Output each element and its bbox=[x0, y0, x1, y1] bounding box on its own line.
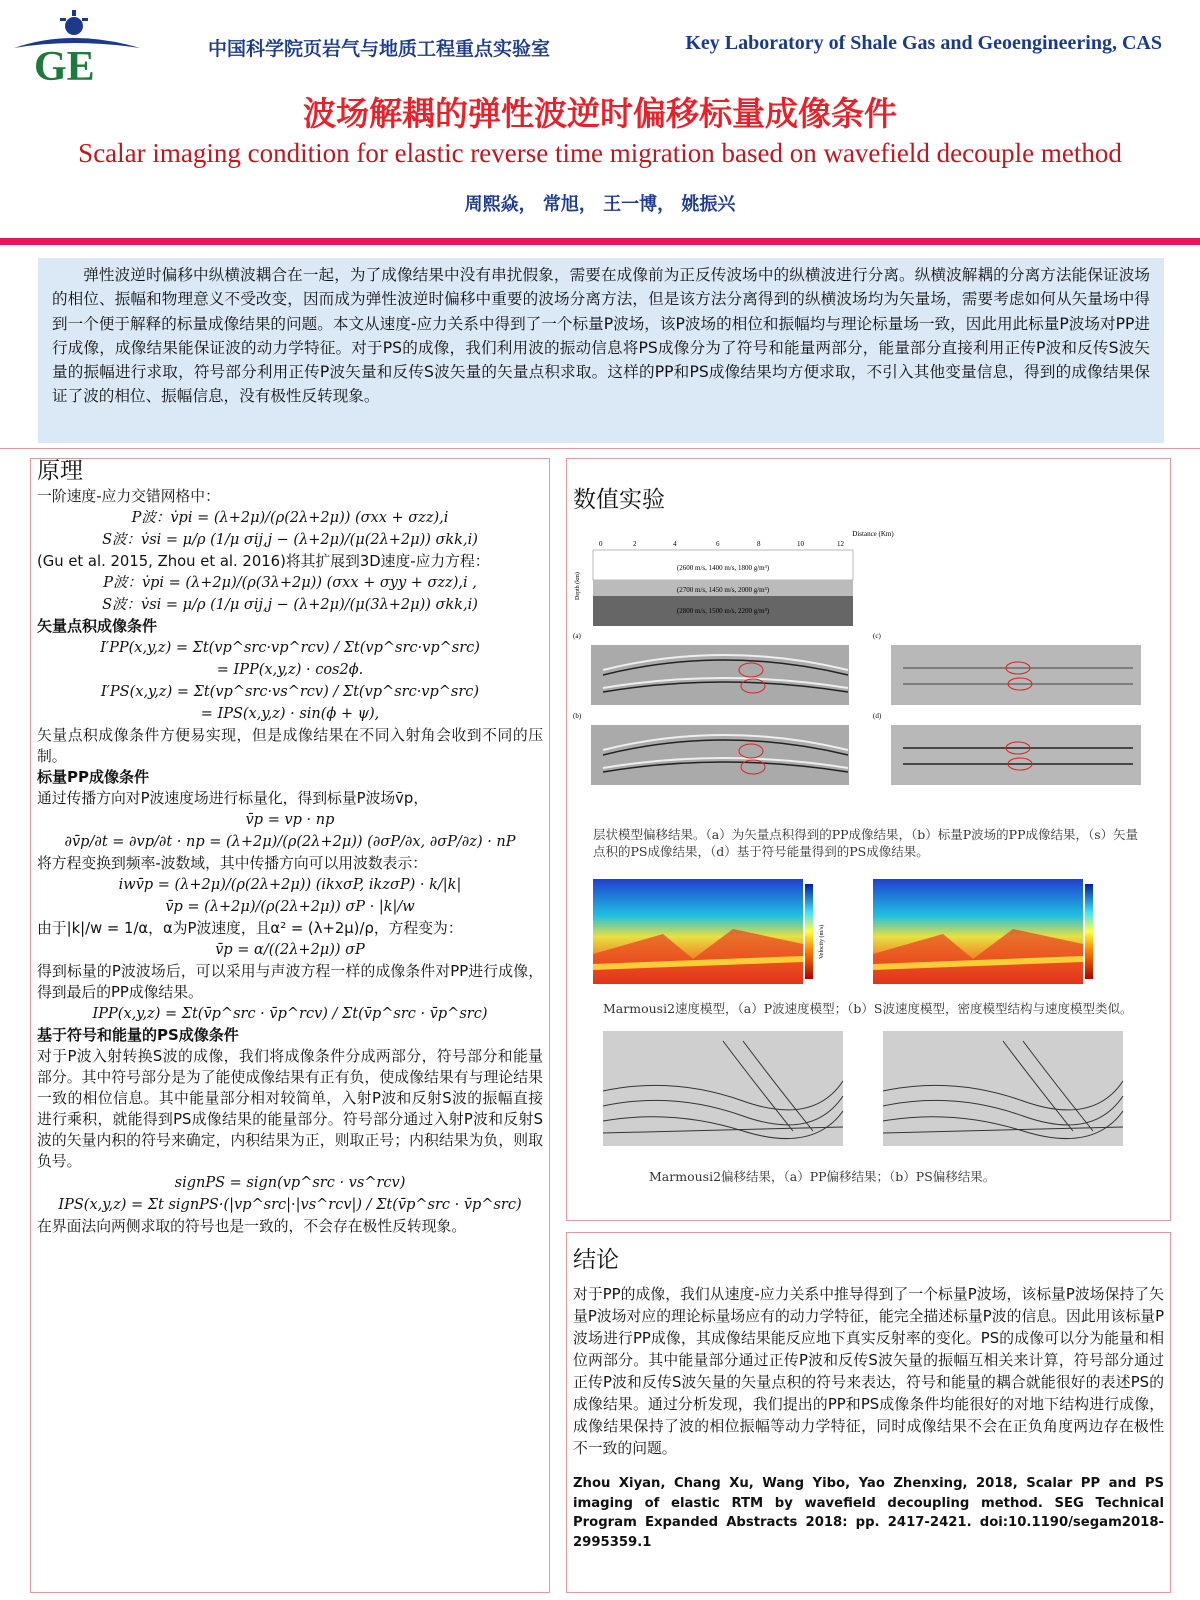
principle-title: 原理 bbox=[37, 458, 83, 484]
svg-text:(b): (b) bbox=[573, 712, 582, 720]
conclusion-title: 结论 bbox=[573, 1247, 619, 1273]
eq-ipp2: = IPP(x,y,z) · cos2ϕ. bbox=[216, 662, 364, 678]
caption-velocity: Marmousi2速度模型，（a）P波速度模型；（b）S波速度模型，密度模型结构与速度模型类似。 bbox=[603, 1001, 1133, 1016]
grid-text: 一阶速度-应力交错网格中： bbox=[37, 488, 220, 505]
title-cn: 波场解耦的弹性波逆时偏移标量成像条件 bbox=[303, 94, 897, 133]
eq-s3d: S波：v̇si = μ/ρ (1/μ σij,j − (λ+2μ)/(μ(3λ+2μ)) σkk,i) bbox=[102, 597, 478, 613]
eq-vbar: v̄p = vp · np bbox=[245, 812, 335, 828]
velocity-label: Velocity (m/s) bbox=[819, 924, 825, 959]
alpha-text: 由于|k|/w = 1/α，α为P波速度，且α² = (λ+2μ)/ρ，方程变为： bbox=[37, 920, 463, 937]
caption-migration: Marmousi2偏移结果，（a）PP偏移结果；（b）PS偏移结果。 bbox=[649, 1169, 996, 1184]
panel-b bbox=[573, 712, 849, 785]
eq-sign: signPS = sign(vp^src · vs^rcv) bbox=[174, 1175, 406, 1191]
panel-a bbox=[573, 632, 849, 705]
ext-text: (Gu et al. 2015, Zhou et al. 2016)将其扩展到3D速度-应力方程： bbox=[37, 553, 490, 570]
pp-text: 得到标量的P波波场后，可以采用与声波方程一样的成像条件对PP进行成像，得到最后的PP成像结果。 bbox=[37, 963, 543, 1001]
header bbox=[0, 0, 1200, 240]
caption-layered: 层状模型偏移结果。（a）为矢量点积得到的PP成像结果，（b）标量P波场的PP成像结果，（s）矢量点积的PS成像结果，（d）基于符号能量得到的PS成像结果。 bbox=[593, 827, 1139, 859]
section-divider bbox=[0, 448, 1200, 449]
eq-ipp1: I′PP(x,y,z) = Σt(vp^src·vp^rcv) / Σt(vp^src·vp^src) bbox=[100, 640, 480, 656]
layer-1: (2600 m/s, 1400 m/s, 1800 g/m³) bbox=[676, 564, 770, 572]
marmousi-velocity-figure bbox=[573, 864, 1163, 994]
svg-text:10: 10 bbox=[797, 540, 804, 548]
end-text: 在界面法向两侧求取的符号也是一致的，不会存在极性反转现象。 bbox=[37, 1218, 467, 1235]
conclusion-text: 对于PP的成像，我们从速度-应力关系中推导得到了一个标量P波场，该标量P波场保持了矢量P波场对应的理论标量场应有的动力学特征，能完全描述标量P波的信息。因此用该标量P波场进行PP成像，其成像结果能反应地下真实反射率的变化。PS的成像可以分为能量和相位两部分。其中能量部分通过正传P波和反传S波矢量的振幅互相关来计算，符号部分通过正传P波和反传S波矢量的矢量点积的符号来表达，符号和能量的耦合就能很好的表述PS的成像结果。通过分析发现，我们提出的PP和PS成像条件均能很好的对地下结构进行成像，成像结果保持了波的相位振幅等动力学特征，同时成像结果不会在正负角度两边存在极性不一致的问题。 bbox=[573, 1286, 1164, 1457]
svg-text:12: 12 bbox=[837, 540, 844, 548]
eq-p2d: P波：v̇pi = (λ+2μ)/(ρ(2λ+2μ)) (σxx + σzz),i bbox=[131, 510, 449, 526]
freq-text: 将方程变换到频率-波数域，其中传播方向可以用波数表示： bbox=[37, 855, 428, 872]
subheading-scalar-pp: 标量PP成像条件 bbox=[37, 768, 149, 786]
svg-text:GE: GE bbox=[34, 44, 95, 83]
marmousi-migration-figure bbox=[573, 1021, 1163, 1166]
authors: 周熙焱， 常旭， 王一博， 姚振兴 bbox=[464, 194, 736, 215]
svg-text:6: 6 bbox=[716, 540, 720, 548]
eq-s2d: S波：v̇si = μ/ρ (1/μ σij,j − (λ+2μ)/(μ(2λ+2μ)) σkk,i) bbox=[102, 532, 478, 548]
svg-text:4: 4 bbox=[673, 540, 677, 548]
subheading-dot: 矢量点积成像条件 bbox=[37, 617, 158, 635]
eq-freq: iwv̄p = (λ+2μ)/(ρ(2λ+2μ)) (ikxσP, ikzσP) · k/|k| bbox=[118, 877, 462, 893]
svg-text:8: 8 bbox=[757, 540, 761, 548]
panel-d bbox=[873, 712, 1141, 785]
reference: Zhou Xiyan, Chang Xu, Wang Yibo, Yao Zhenxing, 2018, Scalar PP and PS imaging of elastic RTM by wavefield decoupling method. SEG Technical Program Expanded Abstracts 2018: pp. 2417-2421. doi:10.1190/segam2018-2995359.1 bbox=[573, 1476, 1164, 1550]
eq-freq2: v̄p = (λ+2μ)/(ρ(2λ+2μ)) σP · |k|/w bbox=[165, 899, 415, 915]
x-ticks bbox=[599, 540, 845, 548]
ps-text: 对于P波入射转换S波的成像，我们将成像条件分成两部分，符号部分和能量部分。其中符号部分是为了能使成像结果有正有负，使成像结果有与理论结果一致的相位信息。其中能量部分相对较简单，入射P波和反射S波的振幅直接进行乘积，就能得到PS成像结果的能量部分。符号部分通过入射P波和反射S波的矢量内积的符号来确定，内积结果为正，则取正号；内积结果为负，则取负号。 bbox=[37, 1048, 543, 1170]
svg-text:0: 0 bbox=[599, 540, 603, 548]
svg-text:(c): (c) bbox=[873, 632, 881, 640]
eq-ips: IPS(x,y,z) = Σt signPS·(|vp^src|·|vs^rcv|) / Σt(v̄p^src · v̄p^src) bbox=[58, 1197, 522, 1213]
title-en: Scalar imaging condition for elastic reverse time migration based on wavefield decouple method bbox=[78, 138, 1122, 168]
eq-alpha: v̄p = α/((2λ+2μ)) σP bbox=[215, 942, 365, 958]
eq-ips2: = IPS(x,y,z) · sin(ϕ + ψ), bbox=[200, 706, 380, 722]
depth-label: Depth (km) bbox=[575, 572, 581, 600]
layer-2: (2700 m/s, 1450 m/s, 2000 g/m³) bbox=[676, 586, 770, 594]
lab-logo bbox=[12, 8, 142, 83]
numerical-title: 数值实验 bbox=[573, 487, 665, 513]
eq-ips1: I′PS(x,y,z) = Σt(vp^src·vs^rcv) / Σt(vp^src·vp^src) bbox=[100, 684, 480, 700]
header-divider bbox=[0, 238, 1200, 245]
distance-label: Distance (Km) bbox=[852, 530, 894, 538]
scalar-text: 通过传播方向对P波速度场进行标量化，得到标量P波场v̄p， bbox=[37, 790, 429, 807]
numerical-panel bbox=[566, 458, 1171, 1221]
principle-panel bbox=[30, 458, 550, 1593]
layer-3: (2800 m/s, 1500 m/s, 2200 g/m³) bbox=[676, 607, 770, 615]
layered-model-figure bbox=[573, 520, 1163, 820]
eq-vbar-t: ∂v̄p/∂t = ∂vp/∂t · np = (λ+2μ)/(ρ(2λ+2μ)) (∂σP/∂x, ∂σP/∂z) · nP bbox=[64, 834, 516, 850]
dot-text: 矢量点积成像条件方便易实现，但是成像结果在不同入射角会收到不同的压制。 bbox=[37, 727, 543, 765]
eq-ipp: IPP(x,y,z) = Σt(v̄p^src · v̄p^rcv) / Σt(v̄p^src · v̄p^src) bbox=[92, 1006, 488, 1022]
eq-p3d: P波：v̇pi = (λ+2μ)/(ρ(3λ+2μ)) (σxx + σyy + σzz),i , bbox=[103, 575, 477, 591]
svg-text:(d): (d) bbox=[873, 712, 882, 720]
abstract: 弹性波逆时偏移中纵横波耦合在一起，为了成像结果中没有串扰假象，需要在成像前为正反传波场中的纵横波进行分离。纵横波解耦的分离方法能保证波场的相位、振幅和物理意义不受改变，因而成为弹性波逆时偏移中重要的波场分离方法，但是该方法分离得到的纵横波场均为矢量场，需要考虑如何从矢量场中得到一个便于解释的标量成像结果的问题。本文从速度-应力关系中得到了一个标量P波场，该P波场的相位和振幅均与理论标量场一致，因此用此标量P波场对PP进行成像，成像结果能保证波的动力学特征。对于PS的成像，我们利用波的振动信息将PS成像分为了符号和能量两部分，能量部分直接利用正传P波和反传S波矢量的振幅进行求取，符号部分利用正传P波矢量和反传S波矢量的矢量点积求取。这样的PP和PS成像结果均方便求取，不引入其他变量信息，得到的成像结果保证了波的相位、振幅信息，没有极性反转现象。 bbox=[38, 258, 1164, 443]
svg-text:(a): (a) bbox=[573, 632, 581, 640]
subheading-ps: 基于符号和能量的PS成像条件 bbox=[37, 1026, 239, 1044]
org-name-en: Key Laboratory of Shale Gas and Geoengineering, CAS bbox=[685, 32, 1162, 54]
org-name-cn: 中国科学院页岩气与地质工程重点实验室 bbox=[208, 38, 551, 60]
svg-text:2: 2 bbox=[633, 540, 637, 548]
panel-c bbox=[873, 632, 1141, 705]
conclusion-panel bbox=[566, 1232, 1171, 1593]
